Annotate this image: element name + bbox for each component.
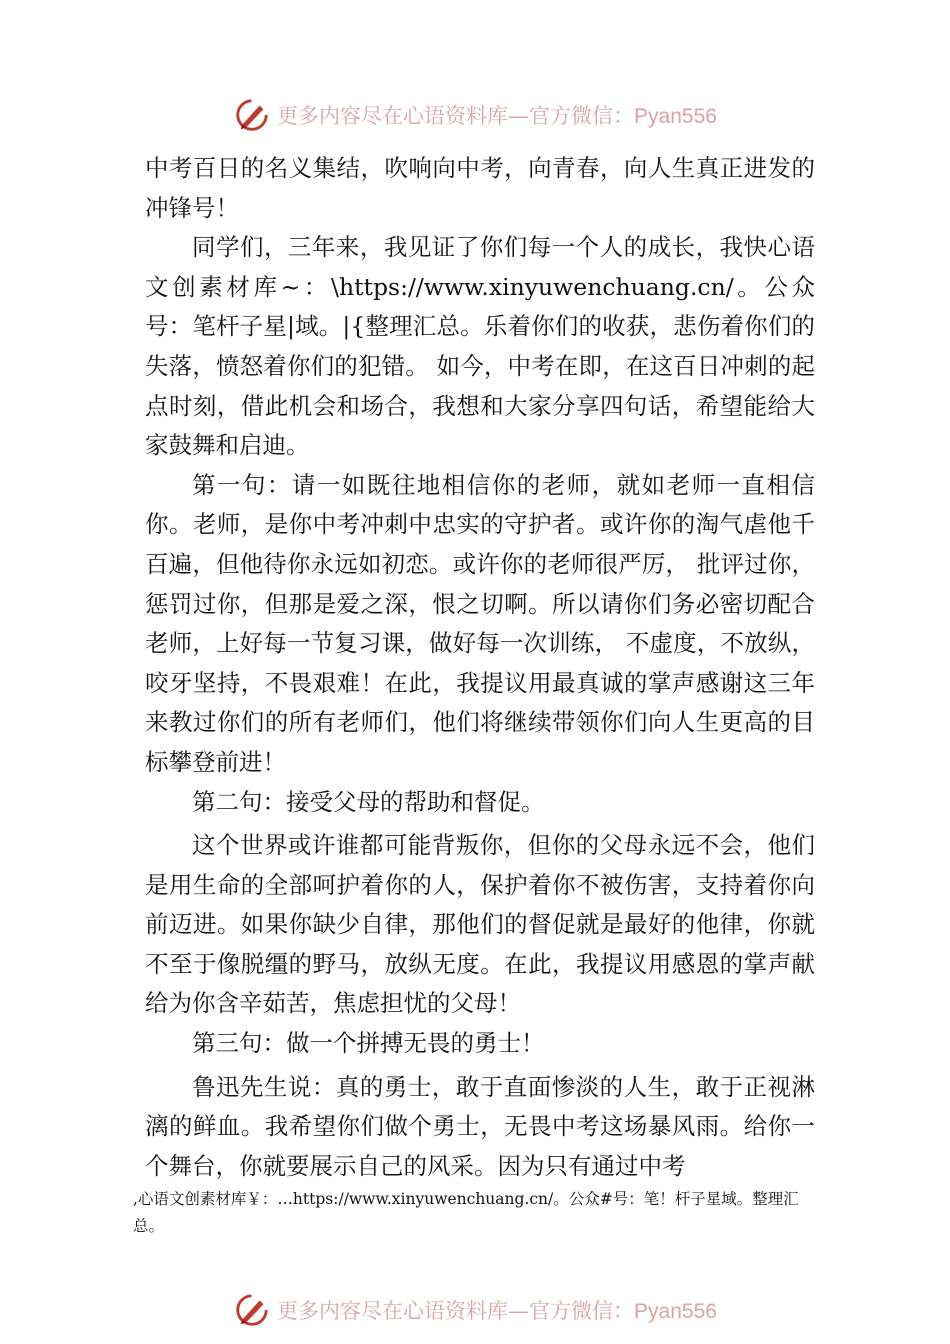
paragraph: 第一句：请一如既往地相信你的老师，就如老师一直相信你。老师，是你中考冲刺中忠实的守护者。或许你的淘气虐他千百遍，但他待你永远如初恋。或许你的老师很严厉， 批评过你，惩罚过你，但那是爱之深，恨之切啊。所以请你们务必密切配合老师，上好每一节复习课，做好每一次训练， 不虚度，不放纵，咬牙坚持，不畏艰难！在此，我提议用最真诚的掌声感谢这三年来教过你们的所有老师们，他们将继续带领你们向人生更高的目标攀登前进！ xyxy=(145,470,815,776)
paragraph: 中考百日的名义集结，吹响向中考，向青春，向人生真正进发的冲锋号！ xyxy=(145,154,815,222)
header-banner-text: 更多内容尽在心语资料库—官方微信：Pyan556 xyxy=(277,104,717,128)
header-banner xyxy=(0,95,950,135)
paragraph-heading: 第二句：接受父母的帮助和督促。 xyxy=(192,787,545,816)
footnote: ,心语文创素材库￥：…https://www.xinyuwenchuang.cn/。公众#号：笔！杆子星域。整理汇总。 xyxy=(133,1190,799,1235)
footer-banner xyxy=(0,1290,950,1330)
paragraph: 这个世界或许谁都可能背叛你，但你的父母永远不会，他们是用生命的全部呵护着你的人，保护着你不被伤害，支持着你向前迈进。如果你缺少自律，那他们的督促就是最好的他律，你就不至于像脱缰的野马，放纵无度。在此，我提议用感恩的掌声献给为你含辛茹苦，焦虑担忧的父母！ xyxy=(145,831,815,1018)
paragraph: 鲁迅先生说：真的勇士，敢于直面惨淡的人生，敢于正视淋漓的鲜血。我希望你们做个勇士，无畏中考这场暴风雨。给你一个舞台，你就要展示自己的风采。因为只有通过中考 xyxy=(145,1072,815,1180)
paragraph: 同学们，三年来，我见证了你们每一个人的成长，我快心语文创素材库~：\https://www.xinyuwenchuang.cn/。公众号：笔杆子星|域。|{整理汇总。乐着你们的收获，悲伤着你们的失落，愤怒着你们的犯错。 如今，中考在即，在这百日冲刺的起点时刻，借此机会和场合，我想和大家分享四句话，希望能给大家鼓舞和启迪。 xyxy=(145,233,815,460)
paragraph-heading: 第三句：做一个拼搏无畏的勇士！ xyxy=(192,1029,545,1058)
header-wechat-id: Pyan556 xyxy=(634,105,717,128)
pen-logo-icon xyxy=(233,1291,271,1329)
pen-logo-icon xyxy=(233,96,271,134)
footer-banner-text: 更多内容尽在心语资料库—官方微信：Pyan556 xyxy=(277,1299,717,1323)
footer-wechat-id: Pyan556 xyxy=(634,1300,717,1323)
document-body xyxy=(145,149,815,1186)
